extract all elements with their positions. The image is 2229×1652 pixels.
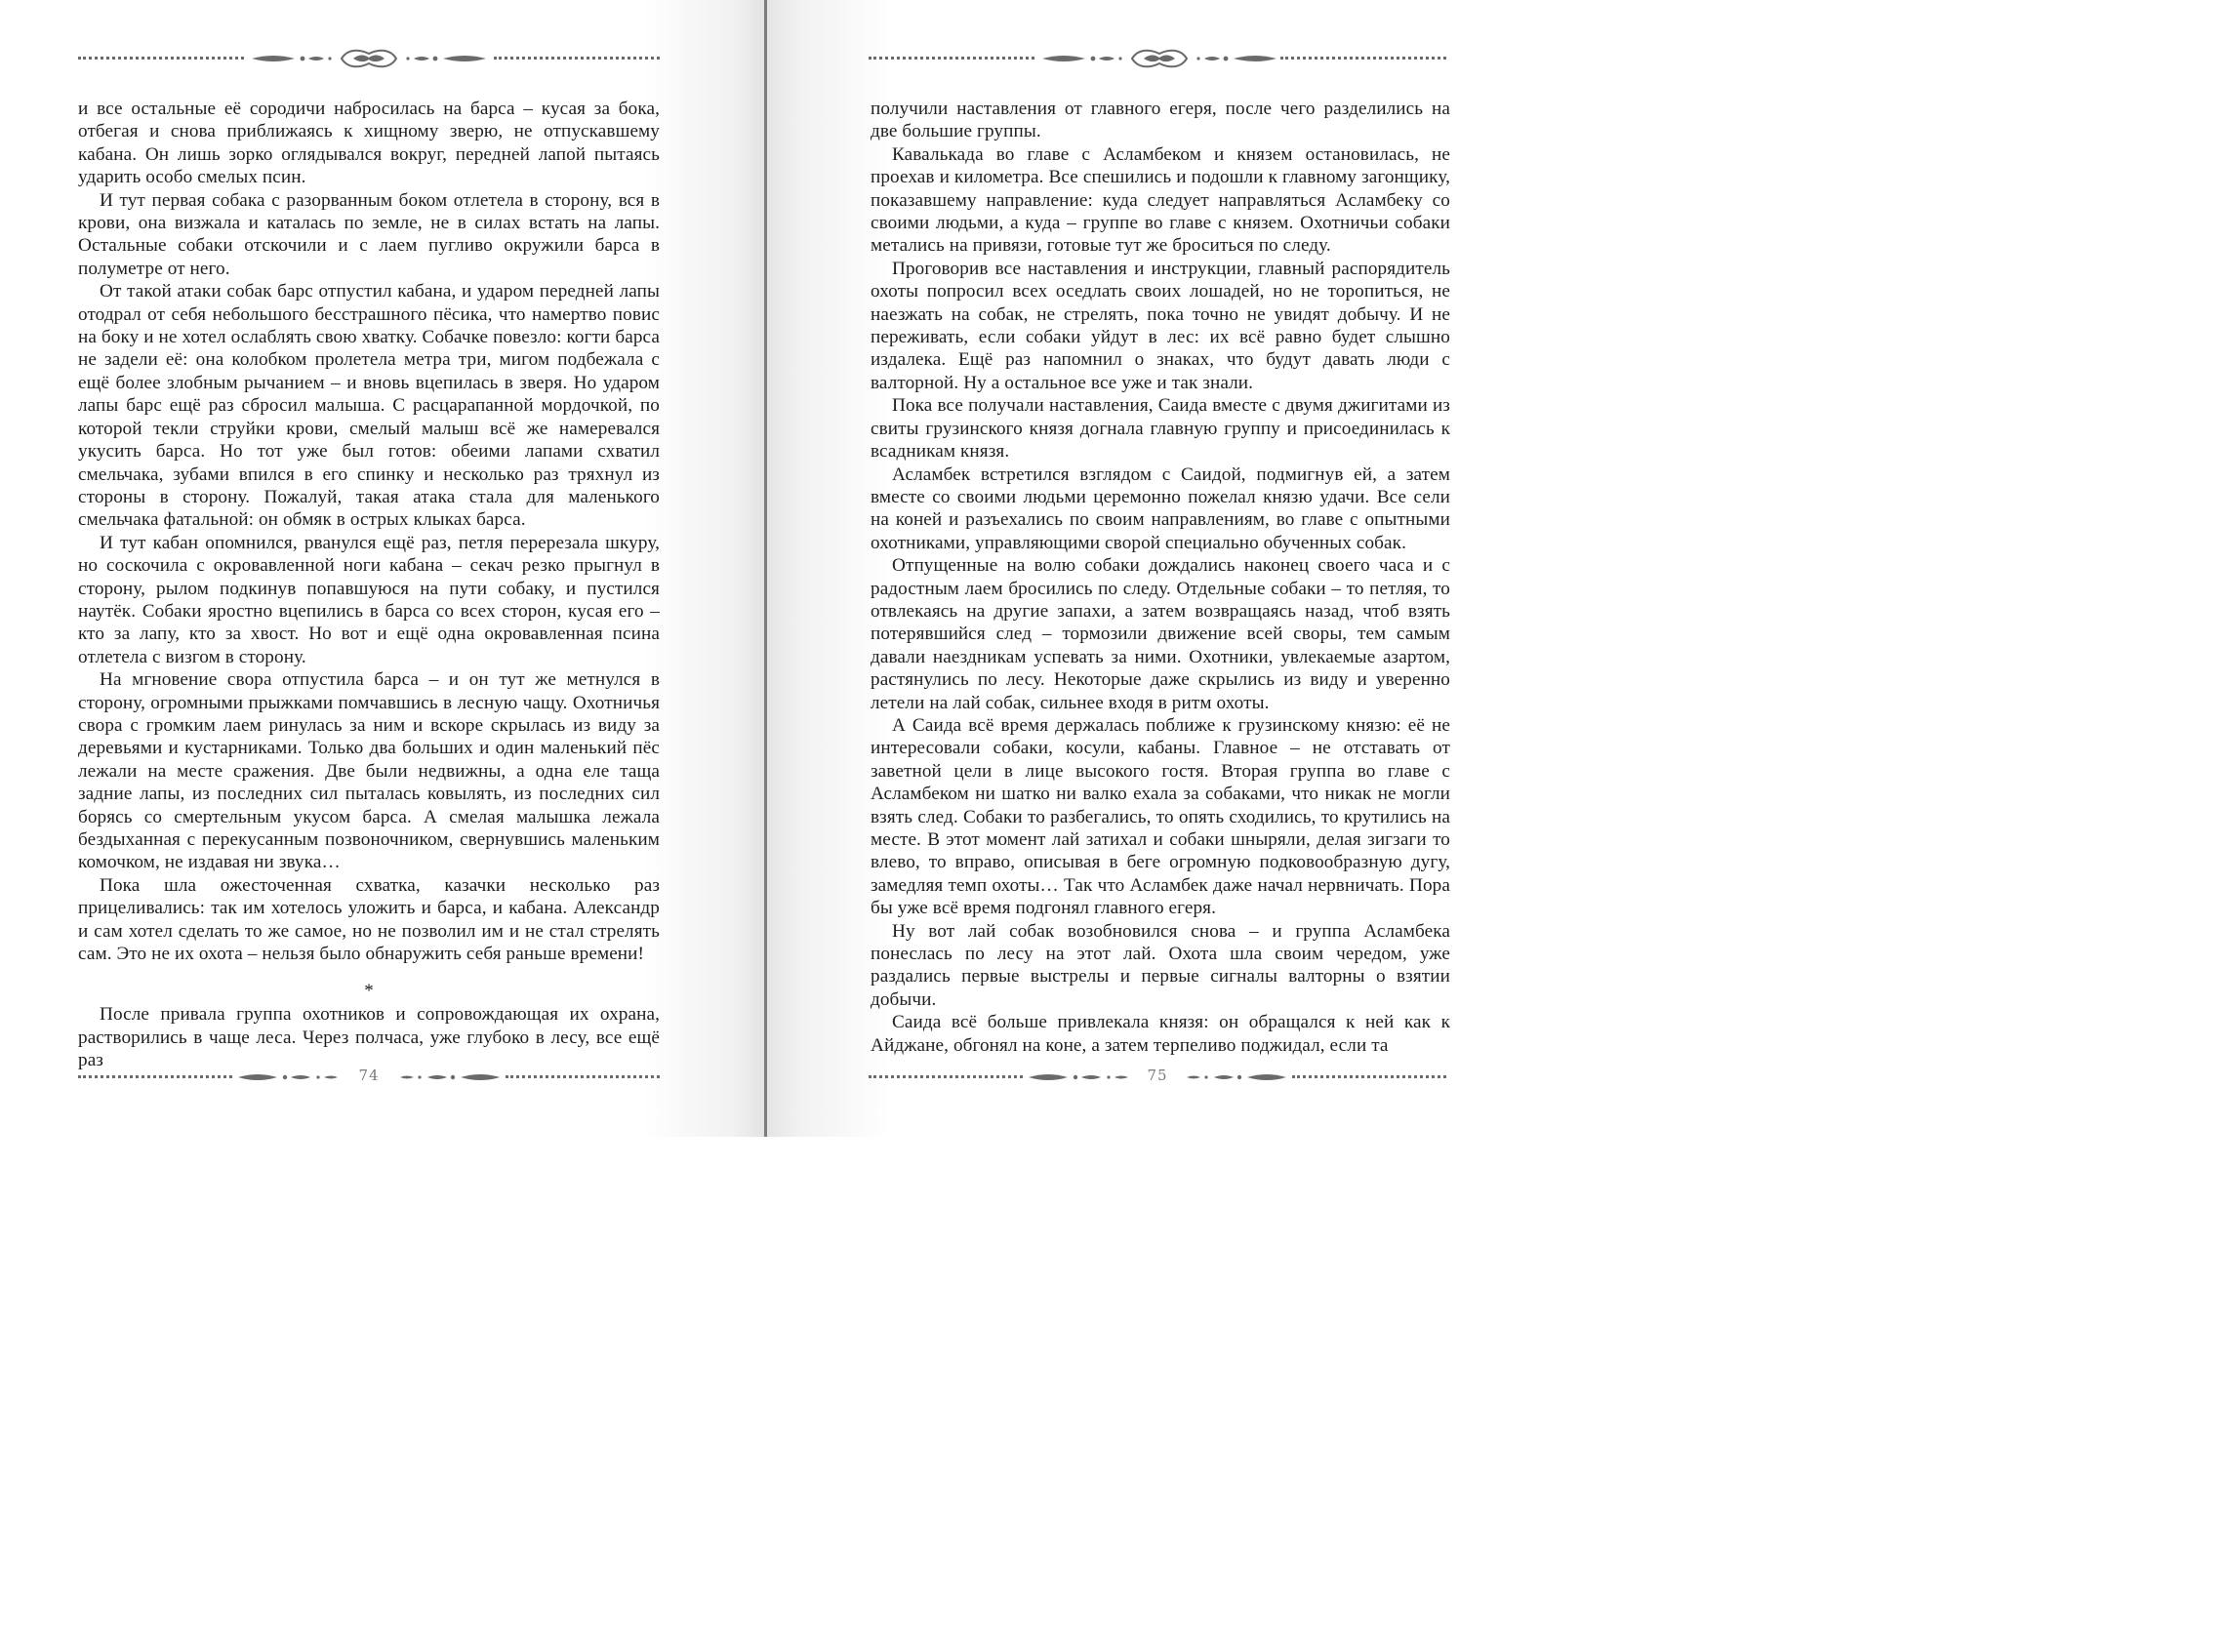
dotted-rule [78, 57, 244, 60]
paragraph: Ну вот лай собак возобновился снова – и группа Асламбека понеслась по лесу на этот лай. Охота шла своим чередом, уже раздались первые выстрелы и первые сигналы валторны о взятии добычи. [871, 920, 1450, 1010]
dotted-rule [1280, 57, 1446, 60]
paragraph: и все остальные её сородичи набросилась на барса – кусая за бока, отбегая и снова приближаясь к хищному зверю, не отпускавшему кабана. Он лишь зорко оглядывался вокруг, передней лапой пытаясь ударить особо смелых псин. [78, 99, 660, 188]
left-page [0, 0, 765, 1137]
right-page-text [871, 98, 1450, 1057]
header-ornament [869, 47, 1446, 70]
paragraph: получили наставления от главного егеря, после чего разделились на две большие группы. [871, 99, 1450, 142]
flourish-ornament-icon [244, 47, 494, 70]
paragraph: От такой атаки собак барс отпустил кабана, и ударом передней лапы отодрал от себя небольшого бесстрашного пёсика, что намертво повис на боку и не хотел ослаблять свою хватку. Собачке повезло: когти барса не задели её: она колобком пролетела метра три, мигом подбежала с ещё более злобным рычанием – и вновь вцепилась в зверя. Но ударом лапы барс ещё раз сбросил малыша. С расцарапанной мордочкой, по которой текли струйки крови, смелый малыш всё же намеревался укусить барса. Но тот уже был готов: обеими лапами схватил смельчака, зубами впился в его спинку и несколько раз тряхнул из стороны в сторону. Пожалуй, такая атака стала для маленького смельчака фатальной: он обмяк в острых клыках барса. [78, 281, 660, 531]
page-number: 74 [358, 1067, 380, 1084]
paragraph: И тут кабан опомнился, рванулся ещё раз, петля перерезала шкуру, но соскочила с окровавленной ноги кабана – секач резко прыгнул в сторону, рылом подкинув попавшуюся на пути собаку, и пустился наутёк. Собаки яростно вцепились в барса со всех сторон, кусая его – кто за лапу, кто за хвост. Но вот и ещё одна окровавленная псина отлетела с визгом в сторону. [78, 532, 660, 667]
paragraph: Отпущенные на волю собаки дождались наконец своего часа и с радостным лаем бросились по следу. Отдельные собаки – то петляя, то отвлекаясь на другие запахи, а затем возвращаясь назад, чтоб взять потерявшийся след – тормозили движение всей своры, тем самым давали наездникам успевать за ними. Охотники, увлекаемые азартом, растянулись по лесу. Некоторые даже скрылись из виду и уверенно летели на лай собак, сильнее входя в ритм охоты. [871, 555, 1450, 713]
footer [869, 1066, 1446, 1089]
paragraph: Пока все получали наставления, Саида вместе с двумя джигитами из свиты грузинского князя догнала главную группу и присоединилась к всадникам князя. [871, 395, 1450, 463]
paragraph: Пока шла ожесточенная схватка, казачки несколько раз прицеливались: так им хотелось уложить и барса, и кабана. Александр и сам хотел сделать то же самое, но не позволил им и не стал стрелять сам. Это не их охота – нельзя было обнаружить себя раньше времени! [78, 874, 660, 965]
page-number: 75 [1147, 1067, 1168, 1084]
right-page [767, 0, 1530, 1137]
paragraph: Асламбек встретился взглядом с Саидой, подмигнув ей, а затем вместе со своими людьми церемонно пожелал князю удачи. Все сели на коней и разъехались по своим направлениям, во главе с опытными охотниками, управляющими сворой специально обученных собак. [871, 463, 1450, 553]
dotted-rule [869, 57, 1034, 60]
dotted-rule [1292, 1075, 1446, 1078]
footer [78, 1066, 660, 1089]
page-number-flourish-icon [1183, 1066, 1290, 1089]
header-ornament [78, 47, 660, 70]
dotted-rule [506, 1075, 660, 1078]
flourish-ornament-icon [1034, 47, 1284, 70]
paragraph: Саида всё больше привлекала князя: он обращался к ней как к Айджане, обгонял на коне, а затем терпеливо поджидал, если та [871, 1012, 1450, 1056]
paragraph: Кавалькада во главе с Асламбеком и князем остановилась, не проехав и километра. Все спешились и подошли к главному загонщику, показавшему направление: куда следует направляться Асламбеку со своими людьми, а куда – группе во главе с князем. Охотничьи собаки метались на привязи, готовые тут же броситься по следу. [871, 143, 1450, 257]
paragraph: И тут первая собака с разорванным боком отлетела в сторону, вся в крови, она визжала и каталась по земле, не в силах встать на лапы. Остальные собаки отскочили и с лаем пугливо окружили барса в полуметре от него. [78, 189, 660, 279]
paragraph: На мгновение свора отпустила барса – и он тут же метнулся в сторону, огромными прыжками помчавшись в лесную чащу. Охотничья свора с громким лаем ринулась за ним и вскоре скрылась из виду за деревьями и кустарниками. Только два больших и один маленький пёс лежали на месте сражения. Две были недвижны, а одна еле таща задние лапы, из последних сил пыталась ковылять, из последних сил борясь со смертельным укусом барса. А смелая малышка лежала бездыханная с перекусанным позвоночником, свернувшись маленьким комочком, не издавая ни звука… [78, 669, 660, 873]
book-spread [0, 0, 1530, 1137]
paragraph: А Саида всё время держалась поближе к грузинскому князю: её не интересовали собаки, косули, кабаны. Главное – не отставать от заветной цели в лице высокого гостя. Вторая группа во главе с Асламбеком ни шатко ни валко ехала за собаками, что никак не могли взять след. Собаки то разбегались, то опять сходились, то крутились на месте. В этот момент лай затихал и собаки шныряли, делая зигзаги то влево, то вправо, описывая в беге огромную подковообразную дугу, замедляя темп охоты… Так что Асламбек даже начал нервничать. Пора бы уже всё время подгонял главного егеря. [871, 714, 1450, 919]
left-page-text [78, 98, 660, 1072]
page-number-flourish-icon [396, 1066, 504, 1089]
section-separator: * [364, 981, 374, 1002]
paragraph: После привала группа охотников и сопровождающая их охрана, растворились в чаще леса. Через полчаса, уже глубоко в лесу, все ещё раз [78, 1004, 660, 1071]
dotted-rule [494, 57, 660, 60]
paragraph: Проговорив все наставления и инструкции, главный распорядитель охоты попросил всех оседлать своих лошадей, но не торопиться, не наезжать на собак, не стрелять, пока точно не увидят добычу. И не переживать, если собаки уйдут в лес: их всё равно будет слышно издалека. Ещё раз напомнил о знаках, что будут давать люди с валторной. Ну а остальное все уже и так знали. [871, 258, 1450, 393]
